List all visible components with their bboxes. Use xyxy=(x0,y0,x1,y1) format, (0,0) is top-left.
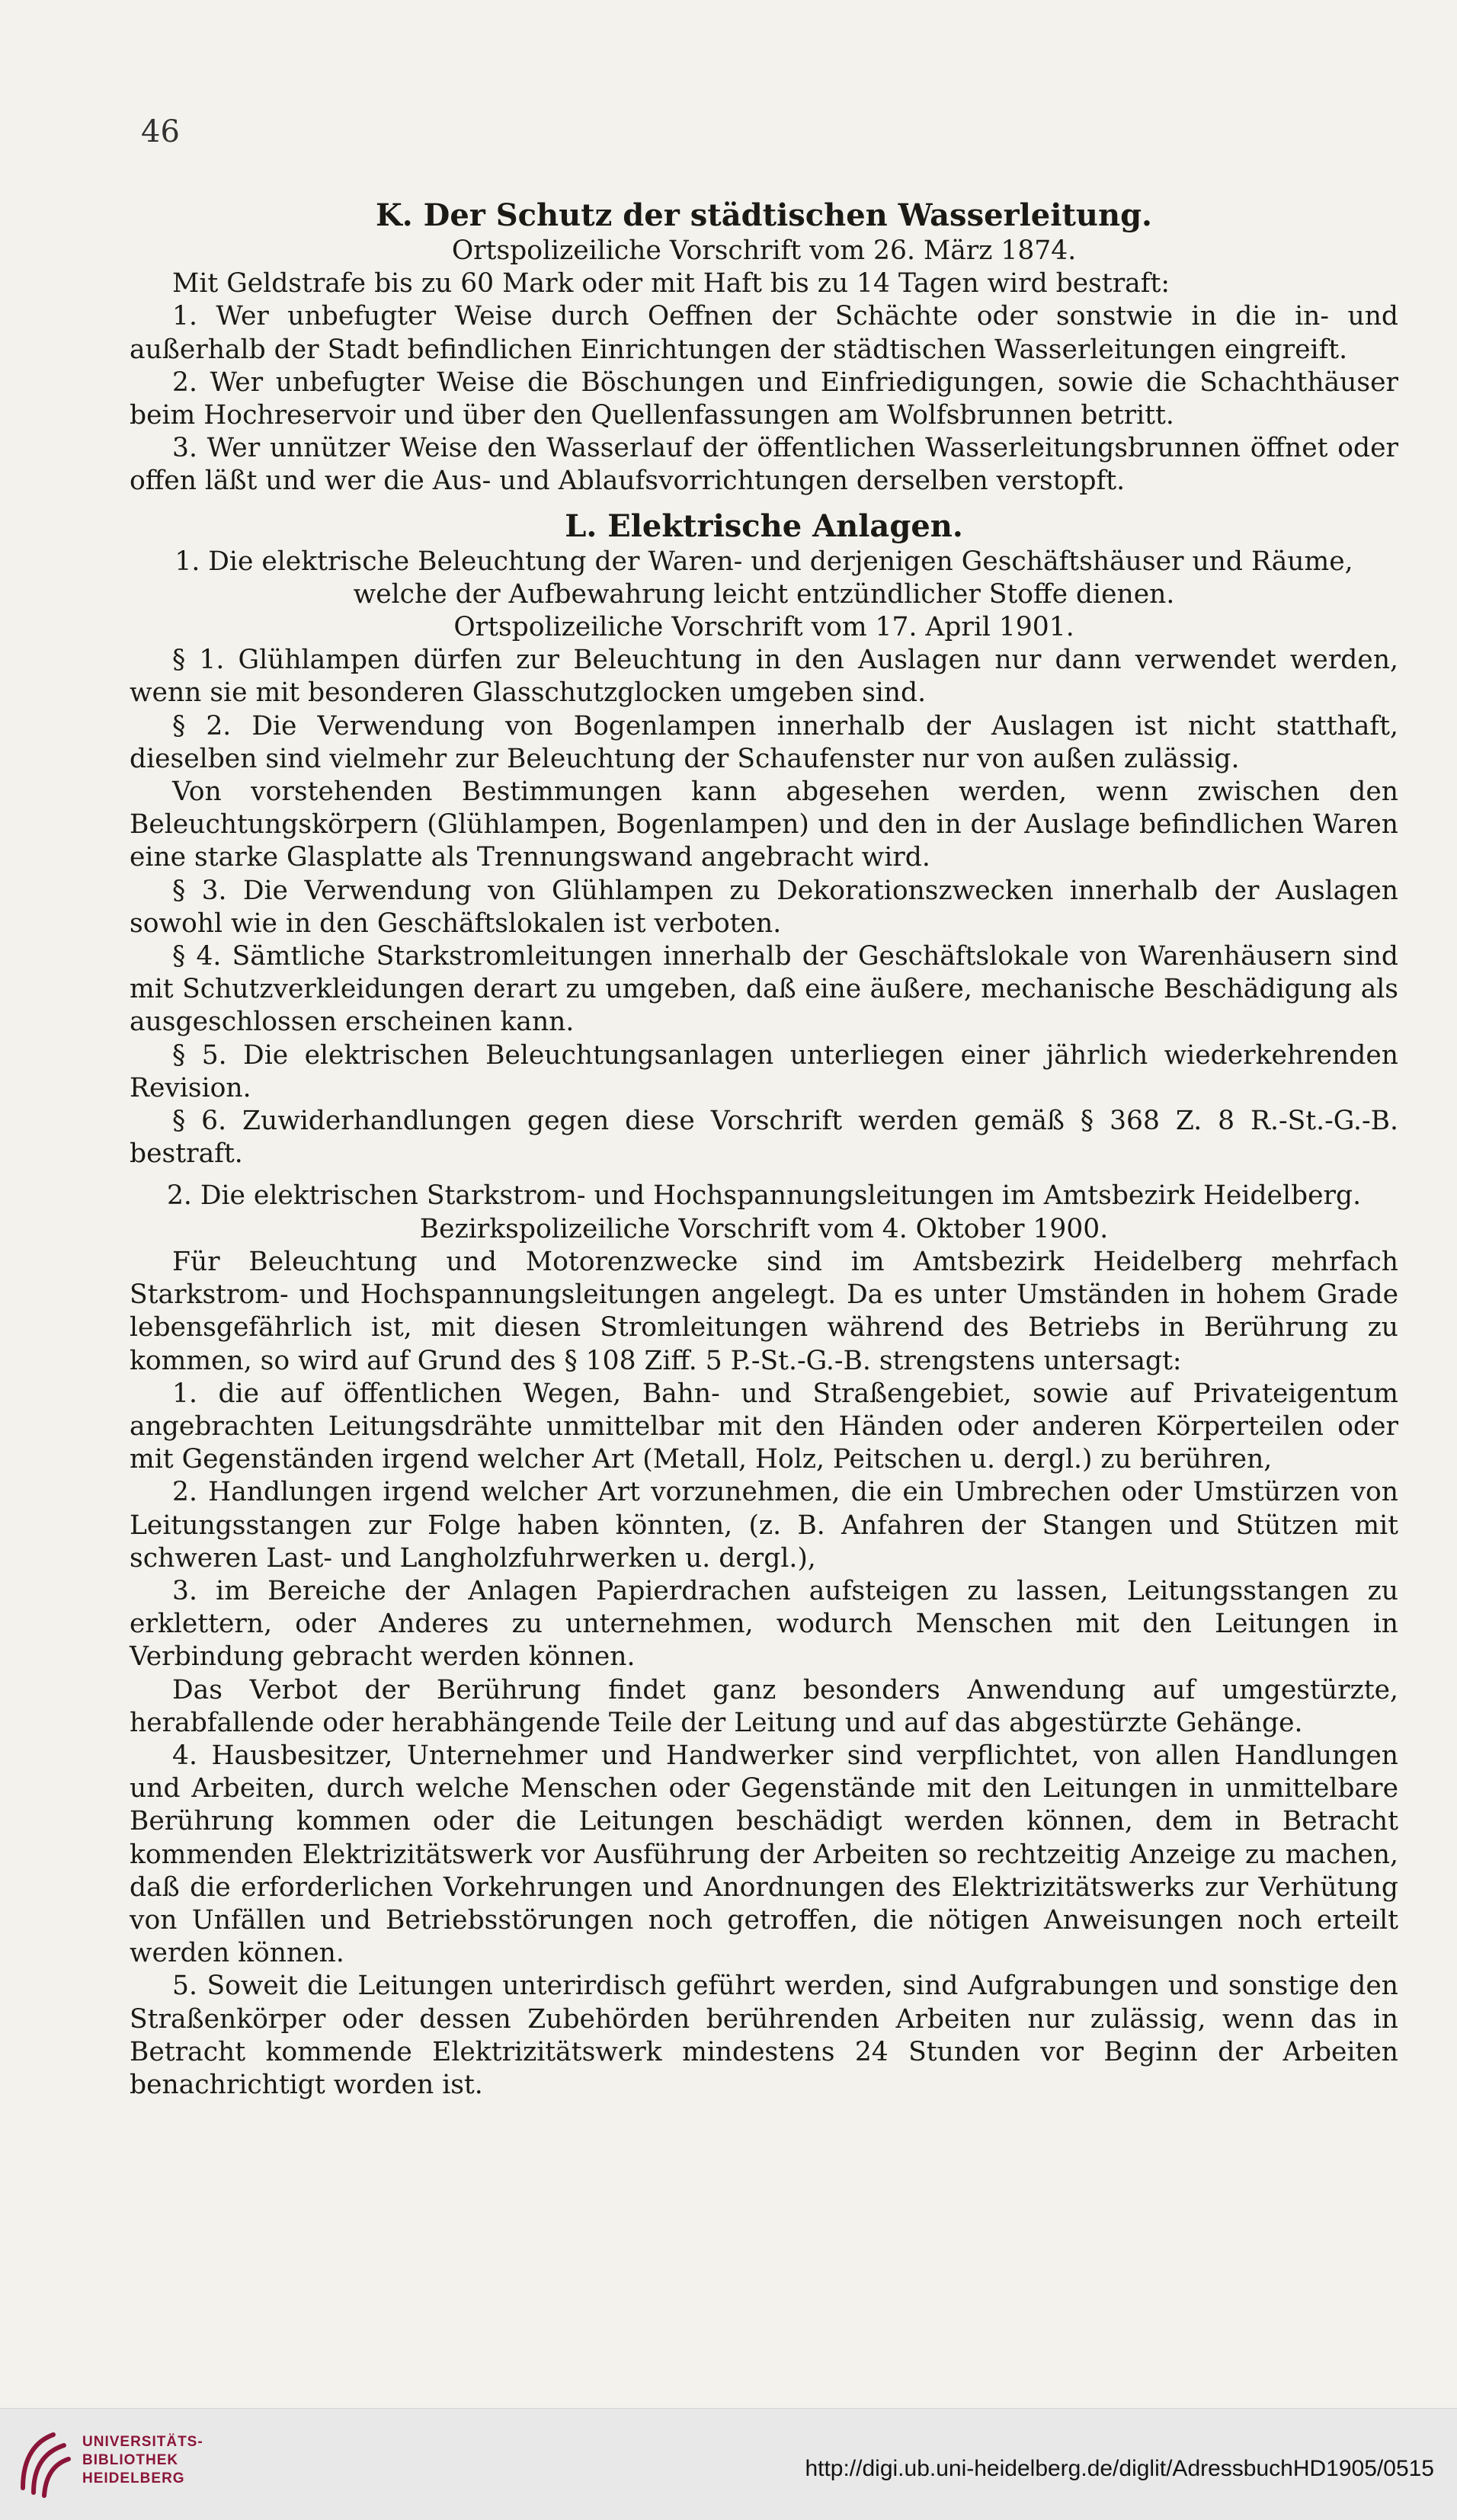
library-name-line: HEIDELBERG xyxy=(82,2470,185,2486)
part1-paragraph: § 6. Zuwiderhandlungen gegen diese Vorschrift werden gemäß § 368 Z. 8 R.-St.-G.-B. bestraft. xyxy=(130,1106,1398,1170)
digitization-footer xyxy=(0,2408,1457,2520)
section-l-heading: L. Elektrische Anlagen. xyxy=(565,508,963,544)
part1-title-line2: welche der Aufbewahrung leicht entzündlicher Stoffe dienen. xyxy=(353,578,1175,610)
source-url-link[interactable]: http://digi.ub.uni-heidelberg.de/diglit/AdressbuchHD1905/0515 xyxy=(805,2456,1434,2481)
part2-item: 1. die auf öffentlichen Wegen, Bahn- und Straßengebiet, sowie auf Privateigentum angebrachten Leitungsdrähte unmittelbar mit den Händen oder anderen Körperteilen oder mit Gegenständen irgend welcher Art (Metall, Holz, Peitschen u. dergl.) zu berühren, xyxy=(130,1378,1398,1475)
part1-paragraph: Von vorstehenden Bestimmungen kann abgesehen werden, wenn zwischen den Beleuchtungskörpern (Glühlampen, Bogenlampen) und den in der Auslage befindlichen Waren eine starke Glasplatte als Trennungswand angebracht wird. xyxy=(130,776,1398,873)
section-k-item: 3. Wer unnützer Weise den Wasserlauf der öffentlichen Wasserleitungsbrunnen öffnet oder offen läßt und wer die Aus- und Ablaufsvorrichtungen derselben verstopft. xyxy=(130,433,1398,497)
part1-paragraph: § 1. Glühlampen dürfen zur Beleuchtung in den Auslagen nur dann verwendet werden, wenn sie mit besonderen Glasschutzglocken umgeben sind. xyxy=(130,645,1398,709)
part2-intro: Für Beleuchtung und Motorenzwecke sind im Amtsbezirk Heidelberg mehrfach Starkstrom- und Hochspannungsleitungen angelegt. Da es unter Umständen in hohem Grade lebensgefährlich ist, mit diesen Stromleitungen während des Betriebs in Berührung zu kommen, so wird auf Grund des § 108 Ziff. 5 P.-St.-G.-B. strengstens untersagt: xyxy=(130,1246,1398,1376)
library-name xyxy=(82,2433,203,2488)
part2-item: 3. im Bereiche der Anlagen Papierdrachen aufsteigen zu lassen, Leitungsstangen zu erklettern, oder Anderes zu unternehmen, wodurch Menschen mit den Leitungen in Verbindung gebracht werden können. xyxy=(130,1575,1398,1673)
page-text xyxy=(130,197,1398,2102)
page-number: 46 xyxy=(141,114,180,149)
section-k-penalty: Mit Geldstrafe bis zu 60 Mark oder mit Haft bis zu 14 Tagen wird bestraft: xyxy=(172,268,1170,299)
part2-item: 2. Handlungen irgend welcher Art vorzunehmen, die ein Umbrechen oder Umstürzen von Leitungsstangen zur Folge haben könnten, (z. B. Anfahren der Stangen und Stützen mit schweren Last- und Langholzfuhrwerken u. dergl.), xyxy=(130,1477,1398,1574)
part2-item: 4. Hausbesitzer, Unternehmer und Handwerker sind verpflichtet, von allen Handlungen und Arbeiten, durch welche Menschen oder Gegenstände mit den Leitungen in unmittelbare Berührung kommen oder die Leitungen beschädigt werden können, dem in Betracht kommenden Elektrizitätswerk vor Ausführung der Arbeiten so rechtzeitig Anzeige zu machen, daß die erforderlichen Vorkehrungen und Anordnungen des Elektrizitätswerks zur Verhütung von Unfällen und Betriebsstörungen noch getroffen, die nötigen Anweisungen noch erteilt werden können. xyxy=(130,1740,1398,1969)
section-k-item: 2. Wer unbefugter Weise die Böschungen und Einfriedigungen, sowie die Schachthäuser beim Hochreservoir und über den Quellenfassungen am Wolfsbrunnen betritt. xyxy=(130,367,1398,431)
library-name-line: BIBLIOTHEK xyxy=(82,2452,179,2468)
section-k-heading: K. Der Schutz der städtischen Wasserleitung. xyxy=(376,197,1152,233)
part2-item: 5. Soweit die Leitungen unterirdisch geführt werden, sind Aufgrabungen und sonstige den Straßenkörper oder dessen Zubehörden berührenden Arbeiten nur zulässig, wenn das in Betracht kommende Elektrizitätswerk mindestens 24 Stunden vor Beginn der Arbeiten benachrichtigt worden ist. xyxy=(130,1971,1398,2100)
part2-item: Das Verbot der Berührung findet ganz besonders Anwendung auf umgestürzte, herabfallende oder herabhängende Teile der Leitung und auf das abgestürzte Gehänge. xyxy=(130,1674,1398,1738)
part2-title: 2. Die elektrischen Starkstrom- und Hochspannungsleitungen im Amtsbezirk Heidelberg. xyxy=(166,1180,1362,1212)
part1-paragraph: § 4. Sämtliche Starkstromleitungen innerhalb der Geschäftslokale von Warenhäusern sind mit Schutzverkleidungen derart zu umgeben, daß eine äußere, mechanische Beschädigung als ausgeschlossen erscheinen kann. xyxy=(130,941,1398,1038)
university-library-logo-icon xyxy=(14,2426,73,2502)
part1-ordinance: Ortspolizeiliche Vorschrift vom 17. April 1901. xyxy=(453,612,1074,643)
part1-paragraph: § 3. Die Verwendung von Glühlampen zu Dekorationszwecken innerhalb der Auslagen sowohl wie in den Geschäftslokalen ist verboten. xyxy=(130,875,1398,939)
section-k-ordinance: Ortspolizeiliche Vorschrift vom 26. März 1874. xyxy=(451,235,1077,266)
part2-ordinance: Bezirkspolizeiliche Vorschrift vom 4. Oktober 1900. xyxy=(419,1213,1109,1244)
part1-paragraph: § 5. Die elektrischen Beleuchtungsanlagen unterliegen einer jährlich wiederkehrenden Revision. xyxy=(130,1039,1398,1103)
part1-title-line1: 1. Die elektrische Beleuchtung der Waren- und derjenigen Geschäftshäuser und Räume, xyxy=(175,546,1353,577)
section-k-item: 1. Wer unbefugter Weise durch Oeffnen der Schächte oder sonstwie in die in- und außerhalb der Stadt befindlichen Einrichtungen der städtischen Wasserleitungen eingreift. xyxy=(130,301,1398,365)
part1-paragraph: § 2. Die Verwendung von Bogenlampen innerhalb der Auslagen ist nicht statthaft, dieselben sind vielmehr zur Beleuchtung der Schaufenster nur von außen zulässig. xyxy=(130,710,1398,774)
library-name-line: UNIVERSITÄTS- xyxy=(82,2434,203,2450)
